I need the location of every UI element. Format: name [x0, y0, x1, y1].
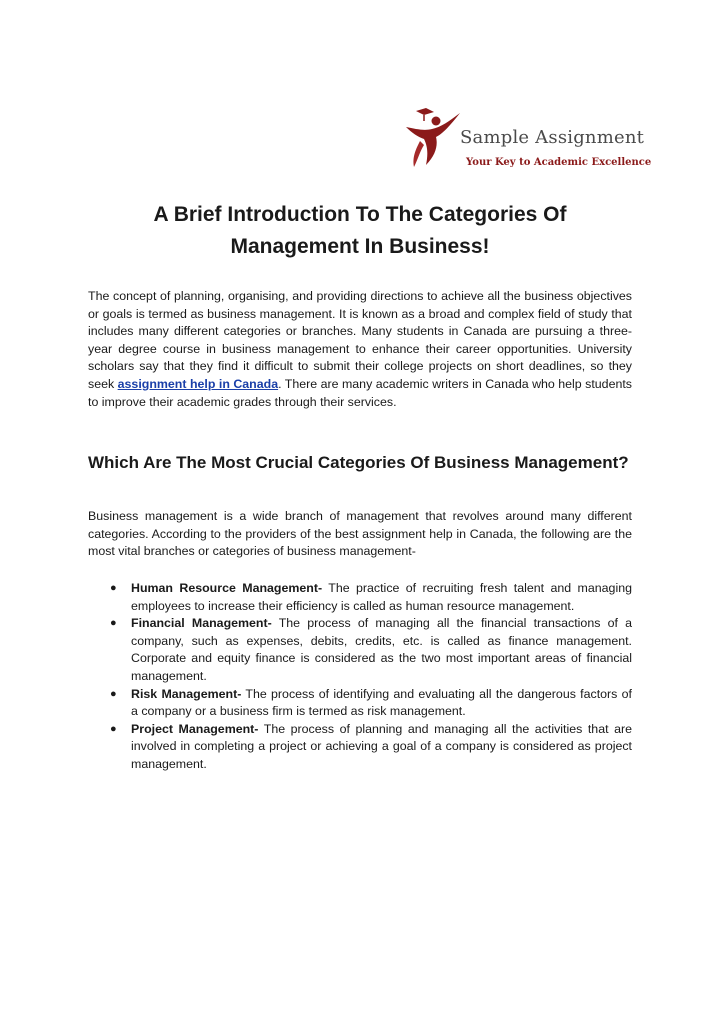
bullet-icon: ●: [110, 617, 117, 630]
list-item-financial: [88, 615, 632, 685]
categories-list: [88, 580, 632, 774]
intro-text-after-link: . There are many academic writers in Canada who help students to improve their academic grades through their services.: [88, 376, 632, 409]
category-name: Human Resource Management-: [131, 581, 323, 595]
category-name: Project Management-: [131, 721, 259, 736]
logo-figure-icon: [402, 107, 464, 171]
logo-name: Sample Assignment: [460, 127, 645, 148]
bullet-icon: ●: [110, 687, 117, 700]
list-item-human-resource: [88, 580, 632, 615]
section-heading: Which Are The Most Crucial Categories Of Business Management?: [88, 453, 629, 472]
category-name: Financial Management-: [131, 616, 272, 631]
intro-text-before-link: The concept of planning, organising, and providing directions to achieve all the business objectives or goals is termed as business management. It is known as a broad and complex field of study that includes many different categories or branches. Many students in Canada are pursuing a three-year degree course in business management to enhance their career opportunities. University scholars say that they find it difficult to submit their college projects on short deadlines, so they seek: [88, 289, 632, 391]
sample-assignment-logo: [402, 107, 652, 173]
category-description: The process of planning and managing all the activities that are involved in completing a project or achieving a goal of a company is considered as project management.: [131, 721, 632, 771]
page-title: A Brief Introduction To The Categories Of Management In Business!: [153, 203, 567, 258]
category-description: The process of identifying and evaluating all the dangerous factors of a company or a business firm is termed as risk management.: [131, 686, 632, 719]
list-item-risk: [88, 686, 632, 721]
list-item-project: [88, 721, 632, 774]
bullet-icon: ●: [110, 722, 117, 735]
logo-tagline: Your Key to Academic Excellence: [466, 157, 652, 168]
bullet-icon: ●: [110, 582, 117, 594]
section-intro-paragraph: Business management is a wide branch of management that revolves around many different categories. According to the providers of the best assignment help in Canada, the following are the most vital branches or categories of business management-: [88, 509, 632, 559]
category-description: The practice of recruiting fresh talent and managing employees to increase their efficiency is called as human resource management.: [131, 581, 632, 613]
assignment-help-link[interactable]: assignment help in Canada: [117, 376, 279, 391]
category-description: The process of managing all the financial transactions of a company, such as expenses, debits, credits, etc. is called as finance management. Corporate and equity finance is considered as the two most important areas of financial management.: [131, 616, 632, 683]
category-name: Risk Management-: [131, 686, 242, 701]
intro-paragraph: [88, 288, 632, 411]
